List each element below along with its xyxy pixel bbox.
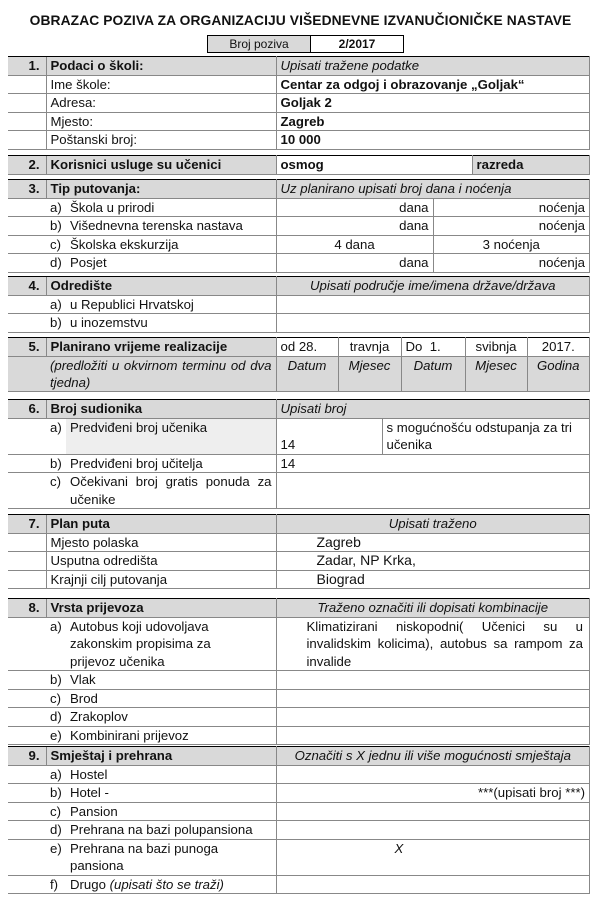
end-day: 1. (429, 339, 441, 354)
year: 2017. (527, 338, 590, 357)
final-destination-value: Biograd (276, 570, 590, 589)
row-key: a) (46, 295, 66, 314)
section-8-number: 8. (8, 599, 46, 618)
section-7-title: Plan puta (46, 515, 276, 534)
section-3-title: Tip putovanja: (46, 180, 276, 199)
hotel-value: ***(upisati broj ***) (276, 784, 589, 803)
row-key: f) (46, 875, 66, 894)
days-field: 4 dana (276, 235, 433, 254)
trip-type-label: Škola u prirodi (66, 198, 276, 217)
days-field: dana (276, 198, 433, 217)
section-3-hint: Uz planirano upisati broj dana i noćenja (276, 180, 590, 199)
section-3-number: 3. (8, 180, 46, 199)
pansion-field (276, 802, 589, 821)
hostel-label: Hostel (66, 765, 276, 784)
nights-field: 3 noćenja (433, 235, 590, 254)
departure-label: Mjesto polaska (46, 533, 276, 552)
transport-field (276, 671, 590, 690)
section-1-title: Podaci o školi: (46, 57, 276, 76)
section-1 (8, 56, 590, 150)
section-4-hint: Upisati područje ime/imena države/država (276, 277, 590, 296)
section-6-title: Broj sudionika (46, 400, 276, 419)
row-key: d) (46, 708, 66, 727)
col-datum: Datum (276, 356, 338, 391)
school-name-value: Centar za odgoj i obrazovanje „Goljak“ (276, 75, 590, 94)
section-8-title: Vrsta prijevoza (46, 599, 276, 618)
transport-field (276, 689, 590, 708)
section-9-title: Smještaj i prehrana (46, 747, 276, 766)
section-2 (8, 155, 590, 175)
postal-label: Poštanski broj: (46, 131, 276, 150)
section-5-subtitle: (predložiti u okvirnom terminu od dva tjedna) (46, 356, 276, 391)
city-label: Mjesto: (46, 112, 276, 131)
other-label: Drugo (70, 876, 106, 892)
section-9-hint: Označiti s X jednu ili više mogućnosti smještaja (276, 747, 589, 766)
section-9-number: 9. (8, 747, 46, 766)
hotel-label: Hotel - (66, 784, 276, 803)
col-mjesec: Mjesec (338, 356, 401, 391)
row-key: c) (46, 689, 66, 708)
nights-field: noćenja (433, 254, 590, 273)
half-board-field (276, 821, 589, 840)
students-note: s mogućnošću odstupanja za tri učenika (382, 418, 590, 454)
transport-label: Zrakoplov (66, 708, 276, 727)
row-key: d) (46, 821, 66, 840)
end-month: svibnja (465, 338, 527, 357)
transport-field (276, 726, 590, 745)
do-label: Do (405, 339, 423, 354)
teachers-value: 14 (276, 454, 590, 473)
section-7 (8, 514, 590, 589)
trip-type-label: Posjet (66, 254, 276, 273)
nights-field: noćenja (433, 198, 590, 217)
section-2-number: 2. (8, 156, 46, 175)
section-8 (8, 598, 590, 745)
transport-label: Brod (66, 689, 276, 708)
col-mjesec-2: Mjesec (465, 356, 527, 391)
grade-suffix: razreda (472, 156, 590, 175)
row-key: a) (46, 765, 66, 784)
broj-poziva-label: Broj poziva (208, 36, 311, 52)
start-day: 28. (298, 339, 318, 354)
row-key: c) (46, 802, 66, 821)
broj-poziva-value: 2/2017 (338, 37, 376, 51)
students-value: 14 (276, 418, 382, 454)
destination-field (276, 314, 590, 333)
pansion-label: Pansion (66, 802, 276, 821)
transport-label: Vlak (66, 671, 276, 690)
school-name-label: Ime škole: (46, 75, 276, 94)
trip-type-label: Višednevna terenska nastava (66, 217, 276, 236)
broj-poziva-box (207, 35, 404, 53)
col-datum-2: Datum (401, 356, 465, 391)
full-board-value: X (276, 839, 589, 875)
days-field: dana (276, 217, 433, 236)
transport-label: Kombinirani prijevoz (66, 726, 276, 745)
city-value: Zagreb (276, 112, 590, 131)
row-key: e) (46, 839, 66, 875)
section-4 (8, 276, 590, 333)
gratis-label: Očekivani broj gratis ponuda za učenike (66, 473, 276, 509)
hostel-field (276, 765, 589, 784)
final-destination-label: Krajnji cilj putovanja (46, 570, 276, 589)
section-7-hint: Upisati traženo (276, 515, 590, 534)
other-hint: (upisati što se traži) (109, 876, 224, 892)
gratis-value (276, 473, 590, 509)
row-key: b) (46, 454, 66, 473)
row-key: a) (46, 418, 66, 454)
section-5-number: 5. (8, 338, 46, 357)
full-board-label: Prehrana na bazi punoga pansiona (66, 839, 276, 875)
other-field (276, 875, 589, 894)
section-7-number: 7. (8, 515, 46, 534)
nights-field: noćenja (433, 217, 590, 236)
trip-type-label: Školska ekskurzija (66, 235, 276, 254)
row-key: d) (46, 254, 66, 273)
section-4-title: Odredište (46, 277, 276, 296)
col-godina: Godina (527, 356, 590, 391)
section-4-number: 4. (8, 277, 46, 296)
section-2-title: Korisnici usluge su učenici (46, 156, 276, 175)
address-value: Goljak 2 (276, 94, 590, 113)
students-label: Predviđeni broj učenika (66, 418, 276, 454)
od-label: od (280, 339, 296, 354)
postal-value: 10 000 (276, 131, 590, 150)
row-key: b) (46, 784, 66, 803)
section-1-hint: Upisati tražene podatke (276, 57, 590, 76)
departure-value: Zagreb (276, 533, 590, 552)
section-9 (8, 746, 590, 894)
section-6 (8, 399, 590, 509)
row-key: e) (46, 726, 66, 745)
section-6-number: 6. (8, 400, 46, 419)
row-key: a) (46, 617, 66, 671)
address-label: Adresa: (46, 94, 276, 113)
stops-value: Zadar, NP Krka, (276, 552, 590, 571)
start-month: travnja (338, 338, 401, 357)
days-field: dana (276, 254, 433, 273)
page-title: OBRAZAC POZIVA ZA ORGANIZACIJU VIŠEDNEVNE IZVANUČIONIČKE NASTAVE (29, 13, 572, 28)
destination-field (276, 295, 590, 314)
row-key: c) (46, 473, 66, 509)
row-key: b) (46, 671, 66, 690)
row-key: a) (46, 198, 66, 217)
stops-label: Usputna odredišta (46, 552, 276, 571)
section-3 (8, 179, 590, 273)
bus-value: Klimatizirani niskopodni( Učenici su u invalidskim kolicima), autobus sa rampom za invalide (276, 617, 590, 671)
section-5 (8, 337, 590, 392)
section-1-number: 1. (8, 57, 46, 76)
grade-value: osmog (276, 156, 472, 175)
teachers-label: Predviđeni broj učitelja (66, 454, 276, 473)
row-key: c) (46, 235, 66, 254)
destination-label: u inozemstvu (66, 314, 276, 333)
section-6-hint: Upisati broj (276, 400, 590, 419)
section-8-hint: Traženo označiti ili dopisati kombinacije (276, 599, 590, 618)
row-key: b) (46, 314, 66, 333)
destination-label: u Republici Hrvatskoj (66, 295, 276, 314)
bus-label: Autobus koji udovoljava zakonskim propisima za prijevoz učenika (66, 617, 276, 671)
half-board-label: Prehrana na bazi polupansiona (66, 821, 276, 840)
section-5-title: Planirano vrijeme realizacije (46, 338, 276, 357)
row-key: b) (46, 217, 66, 236)
transport-field (276, 708, 590, 727)
